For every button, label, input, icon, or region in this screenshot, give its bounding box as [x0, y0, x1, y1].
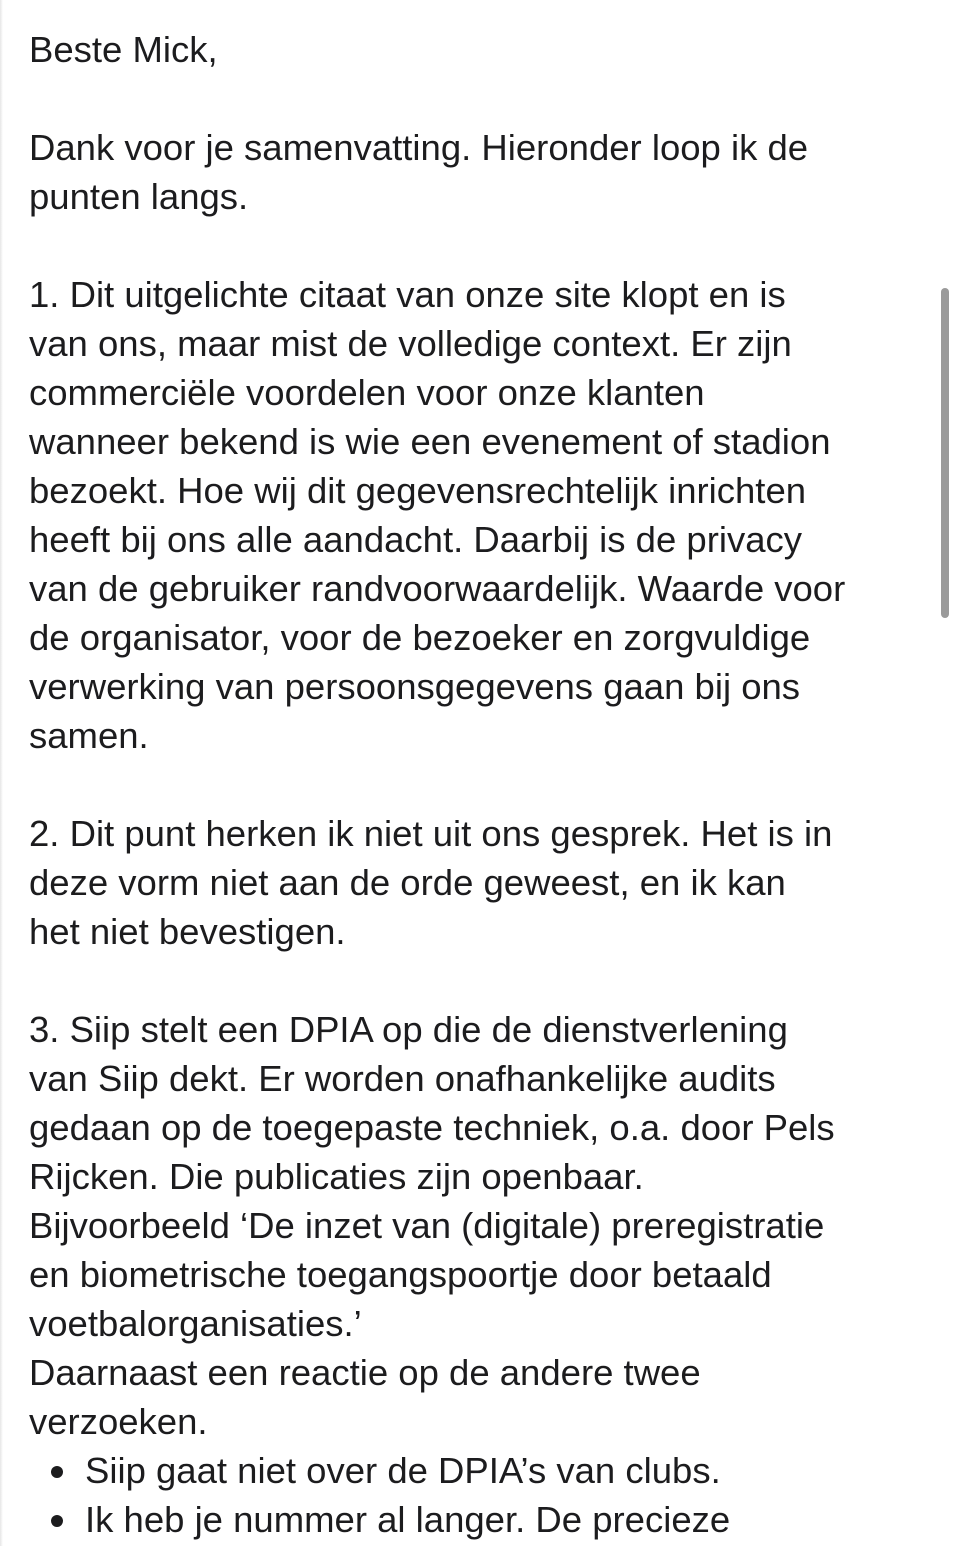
email-reaction-intro: Daarnaast een reactie op de andere twee verzoeken. [29, 1352, 701, 1442]
email-point-1: 1. Dit uitgelichte citaat van onze site klopt en is van ons, maar mist de volledige context. Er zijn commerciële voordelen voor onze klanten wanneer bekend is wie een evenement of stadion bezoekt. Hoe wij dit gegevensrechtelijk inrichten heeft bij ons alle aandacht. Daarbij is de privacy van de gebruiker randvoorwaardelijk. Waarde voor de organisator, voor de bezoeker en zorgvuldige verwerking van persoonsgegevens gaan bij ons samen. [29, 274, 846, 756]
email-point-2: 2. Dit punt herken ik niet uit ons gesprek. Het is in deze vorm niet aan de orde geweest, en ik kan het niet bevestigen. [29, 813, 833, 952]
email-bullet-list [29, 1446, 944, 1544]
email-body [29, 25, 944, 1544]
email-bullet-item: Siip gaat niet over de DPIA’s van clubs. [29, 1446, 944, 1495]
left-edge-shadow [0, 0, 3, 1546]
email-bullet-item: Ik heb je nummer al langer. De precieze [29, 1495, 944, 1544]
email-intro-paragraph: Dank voor je samenvatting. Hieronder loop ik de punten langs. [29, 127, 809, 217]
vertical-scrollbar[interactable] [941, 288, 949, 618]
email-point-3: 3. Siip stelt een DPIA op die de dienstverlening van Siip dekt. Er worden onafhankelijke audits gedaan op de toegepaste techniek, o.a. door Pels Rijcken. Die publicaties zijn openbaar. Bijvoorbeeld ‘De inzet van (digitale) preregistratie en biometrische toegangspoortje door betaald voetbalorganisaties.’ [29, 1009, 835, 1344]
email-greeting: Beste Mick, [29, 29, 218, 70]
